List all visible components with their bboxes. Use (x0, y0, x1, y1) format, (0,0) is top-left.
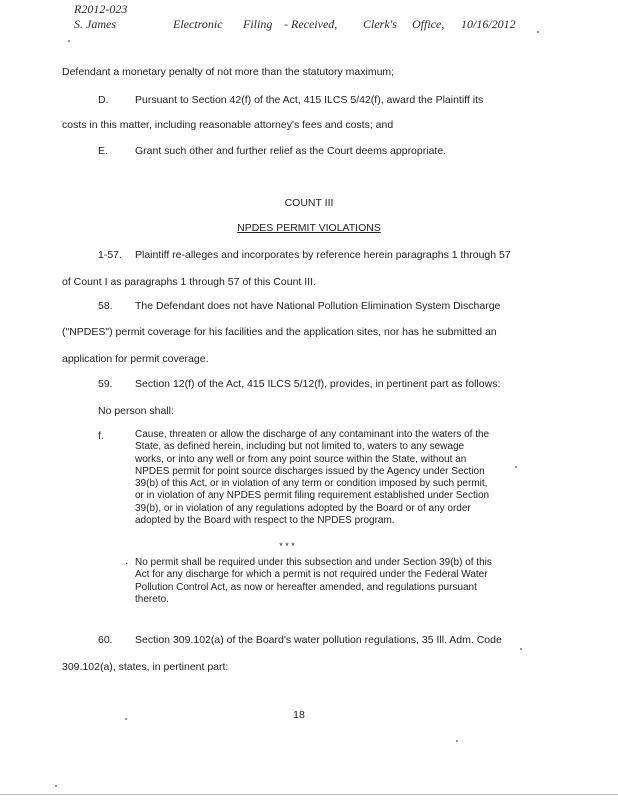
relief-e-text: Grant such other and further relief as the Court deems appropriate. (135, 145, 447, 157)
relief-d-label: D. (98, 94, 109, 106)
prior-line-1: Defendant a monetary penalty of not more than the statutory maximum; (62, 66, 395, 78)
quote-line: or in violation of any NPDES permit filing requirement established under Section (135, 490, 490, 502)
paragraph-text: of Count I as paragraphs 1 through 57 of this Count III. (62, 276, 316, 288)
scan-speck (125, 718, 127, 720)
relief-d-continuation: costs in this matter, including reasonable attorney's fees and costs; and (62, 119, 394, 131)
header-date: 10/16/2012 (461, 17, 516, 31)
paragraph-number: 58. (98, 300, 113, 312)
quote-line: works, or into any well or from any point source within the State, without an (135, 453, 467, 465)
page-number: 18 (293, 709, 305, 721)
paragraph-number: 59. (98, 378, 113, 390)
scan-speck (68, 40, 70, 42)
paragraph-number: 60. (98, 634, 113, 646)
scan-speck (55, 785, 57, 787)
paragraph-text: No person shall: (98, 405, 174, 417)
quote-line: No permit shall be required under this subsection and under Section 39(b) of this (135, 557, 492, 568)
quote-line: thereto. (135, 593, 169, 605)
quote-line: 39(b), or in violation of any regulations adopted by the Board or of any order (135, 502, 471, 514)
relief-e-label: E. (98, 145, 108, 157)
quote-line: Cause, threaten or allow the discharge of any contaminant into the waters of the (135, 429, 490, 440)
paragraph-text: ("NPDES") permit coverage for his facilities and the application sites, nor has he submitted an (62, 326, 497, 338)
scan-speck (537, 31, 539, 33)
docket-number: R2012-023 (74, 2, 128, 16)
scan-bottom-line (0, 794, 618, 795)
paragraph-text: The Defendant does not have National Pollution Elimination System Discharge (135, 300, 501, 312)
header-clerks: Clerk's (363, 17, 397, 31)
quote-line: State, as defined herein, including but not limited to, waters to any sewage (135, 441, 465, 453)
paragraph-text: application for permit coverage. (62, 353, 209, 365)
count-title (0, 222, 618, 234)
scan-speck (456, 740, 458, 742)
paragraph-text: Section 12(f) of the Act, 415 ILCS 5/12(f), provides, in pertinent part as follows: (135, 378, 501, 390)
quote-line: Act for any discharge for which a permit is not required under the Federal Water (135, 569, 488, 581)
quote-f-label: f. (98, 430, 104, 442)
paragraph-text: Section 309.102(a) of the Board's water pollution regulations, 35 Ill. Adm. Code (135, 634, 502, 646)
count-title-text: NPDES PERMIT VIOLATIONS (237, 222, 381, 234)
ellipsis-asterisks: * * * (279, 541, 295, 551)
quote-line: NPDES permit for point source discharges issued by the Agency under Section (135, 465, 485, 477)
header-office: Office, (412, 17, 445, 31)
filer-name: S. James (74, 17, 116, 31)
quote-n-block (135, 557, 492, 606)
relief-d-text: Pursuant to Section 42(f) of the Act, 415 ILCS 5/42(f), award the Plaintiff its (135, 94, 484, 106)
paragraph-text: 309.102(a), states, in pertinent part: (62, 661, 229, 673)
header-electronic: Electronic (173, 17, 223, 31)
paragraph-number: 1-57. (98, 249, 122, 261)
quote-f-block (135, 429, 489, 527)
quote-line: Pollution Control Act, as now or hereafter amended, and regulations pursuant (135, 581, 477, 593)
scan-speck (515, 466, 517, 468)
quote-line: 39(b) of this Act, or in violation of any term or condition imposed by such permit, (135, 478, 488, 490)
scan-speck (520, 648, 522, 650)
header-filing: Filing (243, 17, 273, 31)
quote-bullet: · (125, 557, 129, 569)
count-heading: COUNT III (284, 197, 334, 209)
paragraph-text: Plaintiff re-alleges and incorporates by reference herein paragraphs 1 through 57 (135, 249, 511, 261)
quote-line: adopted by the Board with respect to the NPDES program. (135, 515, 395, 527)
header-received: - Received, (284, 17, 338, 31)
